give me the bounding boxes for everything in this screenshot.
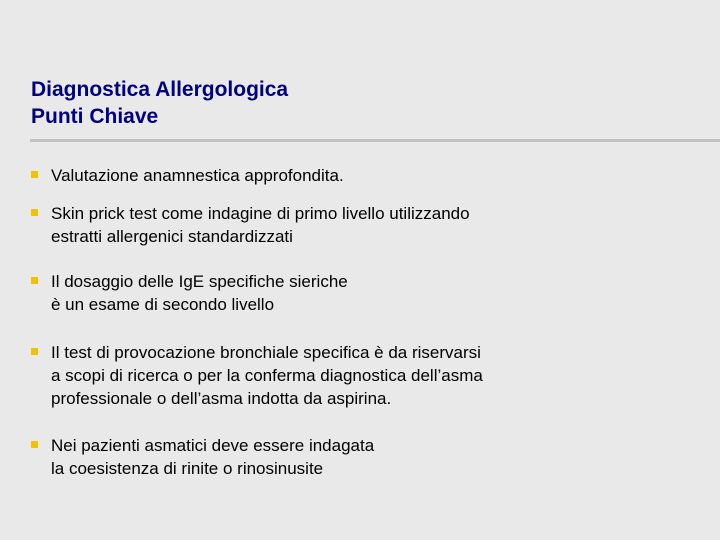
bullet-line: la coesistenza di rinite o rinosinusite (51, 459, 324, 478)
slide-title-line-1: Diagnostica Allergologica (31, 78, 289, 101)
square-bullet-icon (31, 348, 38, 355)
bullet-line: Il dosaggio delle IgE specifiche sieriche (51, 272, 348, 291)
bullet-text (51, 341, 483, 410)
bullet-line: Skin prick test come indagine di primo livello utilizzando (51, 204, 470, 223)
bullet-line: Nei pazienti asmatici deve essere indagata (51, 436, 375, 455)
bullet-text (51, 434, 374, 480)
bullet-text (51, 202, 470, 248)
bullet-line: estratti allergenici standardizzati (51, 227, 293, 246)
square-bullet-icon (31, 441, 38, 448)
bullet-line: Il test di provocazione bronchiale specifica è da riservarsi (51, 343, 481, 362)
title-divider (30, 139, 720, 142)
square-bullet-icon (31, 277, 38, 284)
slide-title (31, 76, 288, 130)
bullet-line: è un esame di secondo livello (51, 295, 275, 314)
bullet-line: a scopi di ricerca o per la conferma diagnostica dell’asma (51, 366, 483, 385)
square-bullet-icon (31, 171, 38, 178)
slide-title-line-2: Punti Chiave (31, 105, 159, 128)
bullet-text (51, 270, 348, 316)
bullet-text (51, 164, 344, 187)
bullet-line: Valutazione anamnestica approfondita. (51, 166, 344, 185)
bullet-line: professionale o dell’asma indotta da aspirina. (51, 389, 392, 408)
square-bullet-icon (31, 209, 38, 216)
